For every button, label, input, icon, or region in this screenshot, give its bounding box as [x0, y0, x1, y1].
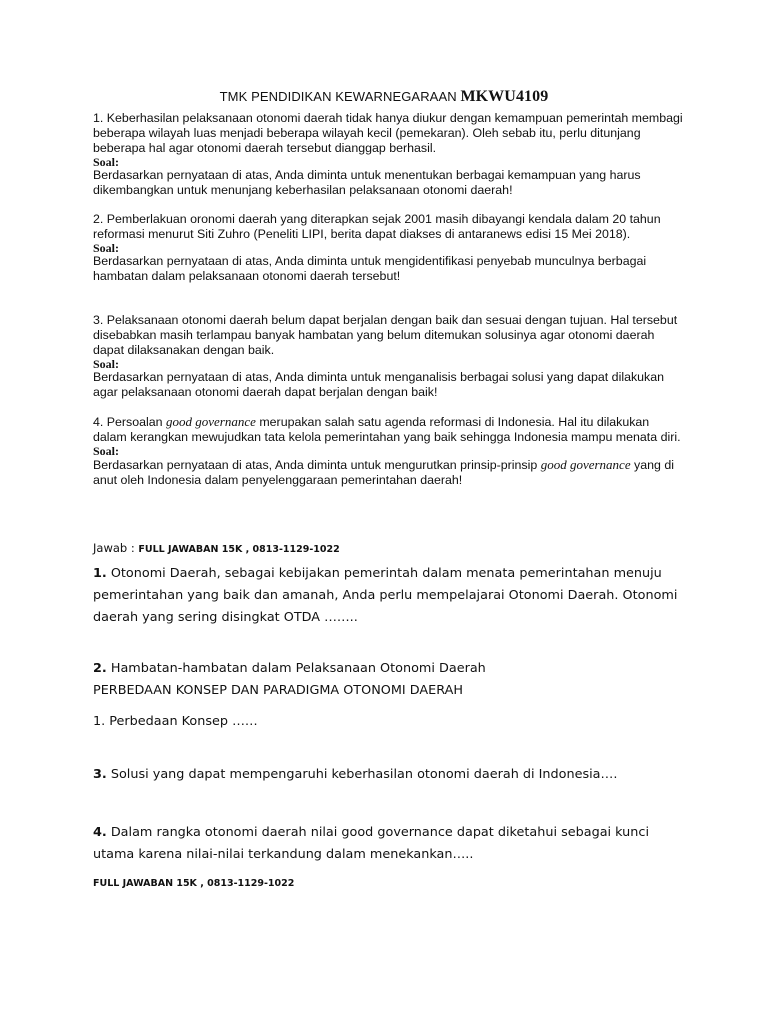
answer-2-point: 1. Perbedaan Konsep …… — [93, 714, 258, 729]
answer-2 — [93, 658, 693, 733]
answer-4-text: Dalam rangka otonomi daerah nilai good governance dapat diketahui sebagai kunci utama karena nilai-nilai terkandung dalam menekankan….. — [93, 825, 649, 862]
answer-3 — [93, 764, 693, 786]
page-title — [0, 88, 768, 106]
question-4-italic: good governance — [166, 414, 256, 429]
question-4-task — [93, 457, 683, 488]
answer-1-text: Otonomi Daerah, sebagai kebijakan pemerintah dalam menata pemerintahan menuju pemerintahan yang baik dan amanah, Anda perlu mempelajarai Otonomi Daerah. Otonomi daerah yang sering disingkat OTDA …….. — [93, 566, 678, 625]
question-4-text-a: 4. Persoalan — [93, 415, 167, 429]
answer-1 — [93, 563, 693, 629]
question-4-text-b: merupakan salah satu agenda reformasi di Indonesia. Hal itu dilakukan dalam kerangkan mewujudkan tata kelola pemerintahan yang baik sehingga Indonesia mampu menata diri. — [93, 415, 681, 444]
question-1 — [93, 111, 683, 198]
question-4 — [93, 414, 683, 488]
question-3-task: Berdasarkan pernyataan di atas, Anda diminta untuk menganalisis berbagai solusi yang dapat dilakukan agar pelaksanaan otonomi daerah dapat berjalan dengan baik! — [93, 370, 665, 399]
title-prefix: TMK PENDIDIKAN KEWARNEGARAAN — [219, 89, 457, 104]
question-1-task: Berdasarkan pernyataan di atas, Anda diminta untuk menentukan berbagai kemampuan yang harus dikembangkan untuk menunjang keberhasilan pelaksanaan otonomi daerah! — [93, 168, 641, 197]
answer-3-text: Solusi yang dapat mempengaruhi keberhasilan otonomi daerah di Indonesia…. — [106, 767, 618, 782]
answer-1-number: 1. — [93, 566, 107, 581]
question-2-text: 2. Pemberlakuan oronomi daerah yang diterapkan sejak 2001 masih dibayangi kendala dalam 20 tahun reformasi menurut Siti Zuhro (Peneliti LIPI, berita dapat diakses di antaranews edisi 15 Mei 2018). — [93, 212, 661, 241]
jawab-label: Jawab : — [93, 541, 139, 555]
jawab-contact: FULL JAWABAN 15K , 0813-1129-1022 — [138, 544, 340, 555]
question-3 — [93, 313, 683, 400]
question-4-task-italic: good governance — [540, 457, 631, 472]
soal-label: Soal: — [93, 357, 120, 371]
answer-2-heading — [93, 658, 693, 680]
answer-2-number: 2. — [93, 661, 107, 676]
question-4-text — [93, 414, 683, 445]
answer-2-text: Hambatan-hambatan dalam Pelaksanaan Otonomi Daerah — [106, 661, 486, 676]
jawab-line — [93, 541, 340, 555]
answer-4-number: 4. — [93, 825, 107, 840]
question-1-text: 1. Keberhasilan pelaksanaan otonomi daerah tidak hanya diukur dengan kemampuan pemerintah membagi beberapa wilayah luas menjadi beberapa wilayah kecil (pemekaran). Oleh sebab itu, perlu ditunjang beberapa hal agar otonomi daerah tersebut dianggap berhasil. — [93, 111, 683, 155]
question-2-task: Berdasarkan pernyataan di atas, Anda diminta untuk mengidentifikasi penyebab munculnya berbagai hambatan dalam pelaksanaan otonomi daerah tersebut! — [93, 254, 647, 283]
question-2 — [93, 212, 683, 284]
soal-label: Soal: — [93, 155, 120, 169]
soal-label: Soal: — [93, 444, 120, 458]
answer-4 — [93, 822, 693, 866]
question-3-text: 3. Pelaksanaan otonomi daerah belum dapat berjalan dengan baik dan sesuai dengan tujuan. Hal tersebut disebabkan masih terlampau banyak hambatan yang belum ditemukan solusinya agar otonomi daerah dapat dilaksanakan dengan baik. — [93, 313, 678, 357]
soal-label: Soal: — [93, 241, 120, 255]
question-4-task-a: Berdasarkan pernyataan di atas, Anda diminta untuk mengurutkan prinsip-prinsip — [93, 458, 541, 472]
answer-3-number: 3. — [93, 767, 107, 782]
footer-contact: FULL JAWABAN 15K , 0813-1129-1022 — [93, 878, 295, 889]
course-code: MKWU4109 — [460, 88, 549, 105]
question-4-task-b: yang di anut oleh Indonesia dalam penyelenggaraan pemerintahan daerah! — [93, 458, 674, 487]
answer-2-subheading: PERBEDAAN KONSEP DAN PARADIGMA OTONOMI DAERAH — [93, 683, 463, 698]
